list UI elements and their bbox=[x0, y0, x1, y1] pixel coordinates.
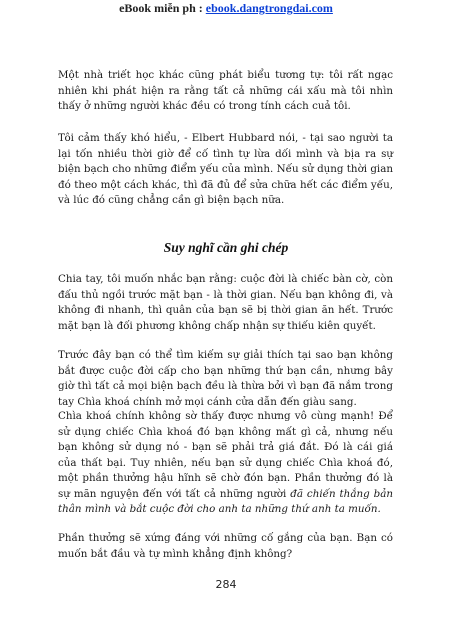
paragraph-5 bbox=[58, 409, 393, 518]
ebook-link[interactable]: ebook.dangtrongdai.com bbox=[205, 1, 333, 15]
page-number: 284 bbox=[215, 578, 237, 591]
paragraph-5-italic: đã chiến thắng bản thân mình và bắt cuộc đời cho anh ta những thứ anh ta muốn. bbox=[58, 487, 393, 515]
page-header bbox=[0, 1, 452, 16]
paragraph-3: Chia tay, tôi muốn nhắc bạn rằng: cuộc đời là chiếc bàn cờ, còn đấu thủ ngồi trước mặt bạn - là thời gian. Nếu bạn không đi, và không đi nhanh, thì quân của bạn sẽ bị thời gian ăn hết. Trước mặt bạn là đối phương không chấp nhận sự thiếu kiên quyết. bbox=[58, 273, 393, 332]
paragraph-4: Trước đây bạn có thể tìm kiếm sự giải thích tại sao bạn không bắt được cuộc đời cấp cho bạn những thứ bạn cần, nhưng bây giờ thì tất cả mọi biện bạch đều là thừa bởi vì bạn đã nắm trong tay Chìa khoá chính mở mọi cánh cửa dẫn đến giàu sang. bbox=[58, 349, 393, 408]
section-heading: Suy nghĩ cần ghi chép bbox=[163, 240, 289, 255]
header-text: eBook miễn ph : bbox=[119, 1, 206, 15]
paragraph-2: Tôi cảm thấy khó hiểu, - Elbert Hubbard nói, - tại sao người ta lại tốn nhiều thời giờ để cố tình tự lừa dối mình và bịa ra sự biện bạch cho những điểm yếu của mình. Nếu sử dụng thời gian đó theo một cách khác, thì đã đủ để sửa chữa hết các điểm yếu, và lúc đó cũng chẳng cần gì biện bạch nữa. bbox=[58, 132, 393, 206]
paragraph-1: Một nhà triết học khác cũng phát biểu tương tự: tôi rất ngạc nhiên khi phát hiện ra rằng tất cả những cái xấu mà tôi nhìn thấy ở những người khác đều có trong tính cách cuả tôi. bbox=[58, 69, 393, 112]
paragraph-6: Phần thưởng sẽ xứng đáng với những cố gắng của bạn. Bạn có muốn bắt đầu và tự mình khẳng định không? bbox=[58, 532, 393, 560]
paragraph-5-text: Chìa khoá chính không sờ thấy được nhưng vô cùng mạnh! Để sử dụng chiếc Chìa khoá đó bạn không mất gì cả, nhưng nếu bạn không sử dụng nó - bạn sẽ phải trả giá đắt. Đó là cái giá của thất bại. Tuy nhiên, nếu bạn sử dụng chiếc Chìa khoá đó, một phần thưởng hậu hĩnh sẽ chờ đón bạn. Phần thưởng đó là sự mãn nguyện đến với tất cả những người bbox=[58, 410, 393, 500]
